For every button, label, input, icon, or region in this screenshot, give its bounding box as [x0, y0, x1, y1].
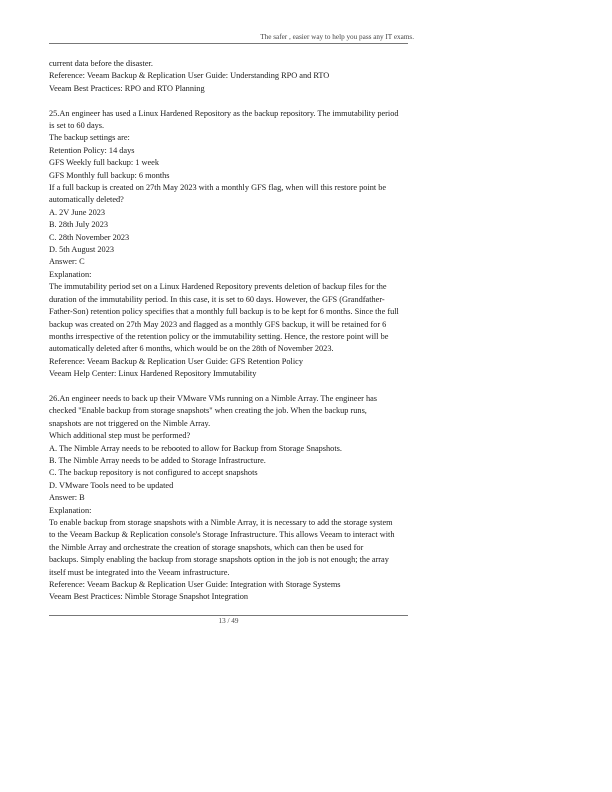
answer-line: Answer: C [49, 257, 85, 267]
option-c: C. The backup repository is not configured to accept snapshots [49, 468, 258, 478]
question-text-line: 25.An engineer has used a Linux Hardened Repository as the backup repository. The immutability period [49, 108, 399, 118]
explanation-line: backups. Simply enabling the backup from storage snapshots option in the job is not enough; the array [49, 555, 389, 565]
explanation-line: months irrespective of the retention policy or the immutability setting. Hence, the restore point will be [49, 331, 389, 341]
explanation-line: automatically deleted after 6 months, which would be on the 28th of November 2023. [49, 344, 334, 354]
answer-line: Answer: B [49, 493, 85, 503]
spacer [49, 381, 414, 393]
reference-line: Reference: Veeam Backup & Replication User Guide: GFS Retention Policy [49, 356, 303, 366]
option-c: C. 28th November 2023 [49, 232, 130, 242]
explanation-line: the Nimble Array and orchestrate the creation of storage snapshots, which can then be used for [49, 542, 364, 552]
header-divider [49, 43, 408, 44]
reference-line: Veeam Best Practices: Nimble Storage Snapshot Integration [49, 592, 249, 602]
explanation-label: Explanation: [49, 505, 92, 515]
option-b: B. The Nimble Array needs to be added to Storage Infrastructure. [49, 455, 266, 465]
option-d: D. VMware Tools need to be updated [49, 480, 174, 490]
question-text-line: The backup settings are: [49, 133, 130, 143]
question-text-line: 26.An engineer needs to back up their VMware VMs running on a Nimble Array. The engineer has [49, 393, 378, 403]
question-text-line: automatically deleted? [49, 195, 124, 205]
question-text-line: GFS Weekly full backup: 1 week [49, 158, 160, 168]
page-body [49, 58, 414, 604]
question-text-line: snapshots are not triggered on the Nimble Array. [49, 418, 211, 428]
question-text-line: If a full backup is created on 27th May 2023 with a monthly GFS flag, when will this restore point be [49, 183, 387, 193]
explanation-line: The immutability period set on a Linux Hardened Repository prevents deletion of backup files for the [49, 282, 387, 292]
question-text-line: checked "Enable backup from storage snapshots" when creating the job. When the backup runs, [49, 406, 367, 416]
intro-line: current data before the disaster. [49, 59, 153, 68]
explanation-label: Explanation: [49, 269, 92, 279]
option-a: A. 2V June 2023 [49, 207, 106, 217]
option-d: D. 5th August 2023 [49, 245, 114, 255]
question-text-line: Retention Policy: 14 days [49, 145, 135, 155]
option-a: A. The Nimble Array needs to be rebooted to allow for Backup from Storage Snapshots. [49, 443, 342, 453]
intro-line: Veeam Best Practices: RPO and RTO Planning [49, 83, 205, 93]
explanation-line: itself must be integrated into the Veeam infrastructure. [49, 567, 230, 577]
question-text-line: GFS Monthly full backup: 6 months [49, 170, 170, 180]
explanation-line: Father-Son) retention policy specifies that a monthly full backup is to be kept for 6 months. Since the full [49, 307, 399, 317]
explanation-line: to the Veeam Backup & Replication console's Storage Infrastructure. This allows Veeam to interact with [49, 530, 395, 540]
spacer [49, 95, 414, 107]
option-b: B. 28th July 2023 [49, 220, 109, 230]
reference-line: Veeam Help Center: Linux Hardened Repository Immutability [49, 369, 257, 379]
page-indicator: 13 / 49 [218, 617, 239, 625]
question-text-line: is set to 60 days. [49, 121, 105, 131]
question-26 [49, 393, 414, 604]
header-tagline: The safer , easier way to help you pass any IT exams. [260, 33, 414, 41]
intro-line: Reference: Veeam Backup & Replication User Guide: Understanding RPO and RTO [49, 71, 330, 81]
explanation-line: To enable backup from storage snapshots with a Nimble Array, it is necessary to add the storage system [49, 518, 393, 527]
reference-line: Reference: Veeam Backup & Replication User Guide: Integration with Storage Systems [49, 580, 341, 590]
question-25 [49, 108, 414, 381]
footer-divider [49, 615, 408, 616]
question-text-line: Which additional step must be performed? [49, 431, 191, 441]
explanation-line: backup was created on 27th May 2023 and flagged as a monthly GFS backup, it will be retained for 6 [49, 319, 387, 329]
explanation-line: duration of the immutability period. In this case, it is set to 60 days. However, the GFS (Grandfather- [49, 294, 385, 304]
